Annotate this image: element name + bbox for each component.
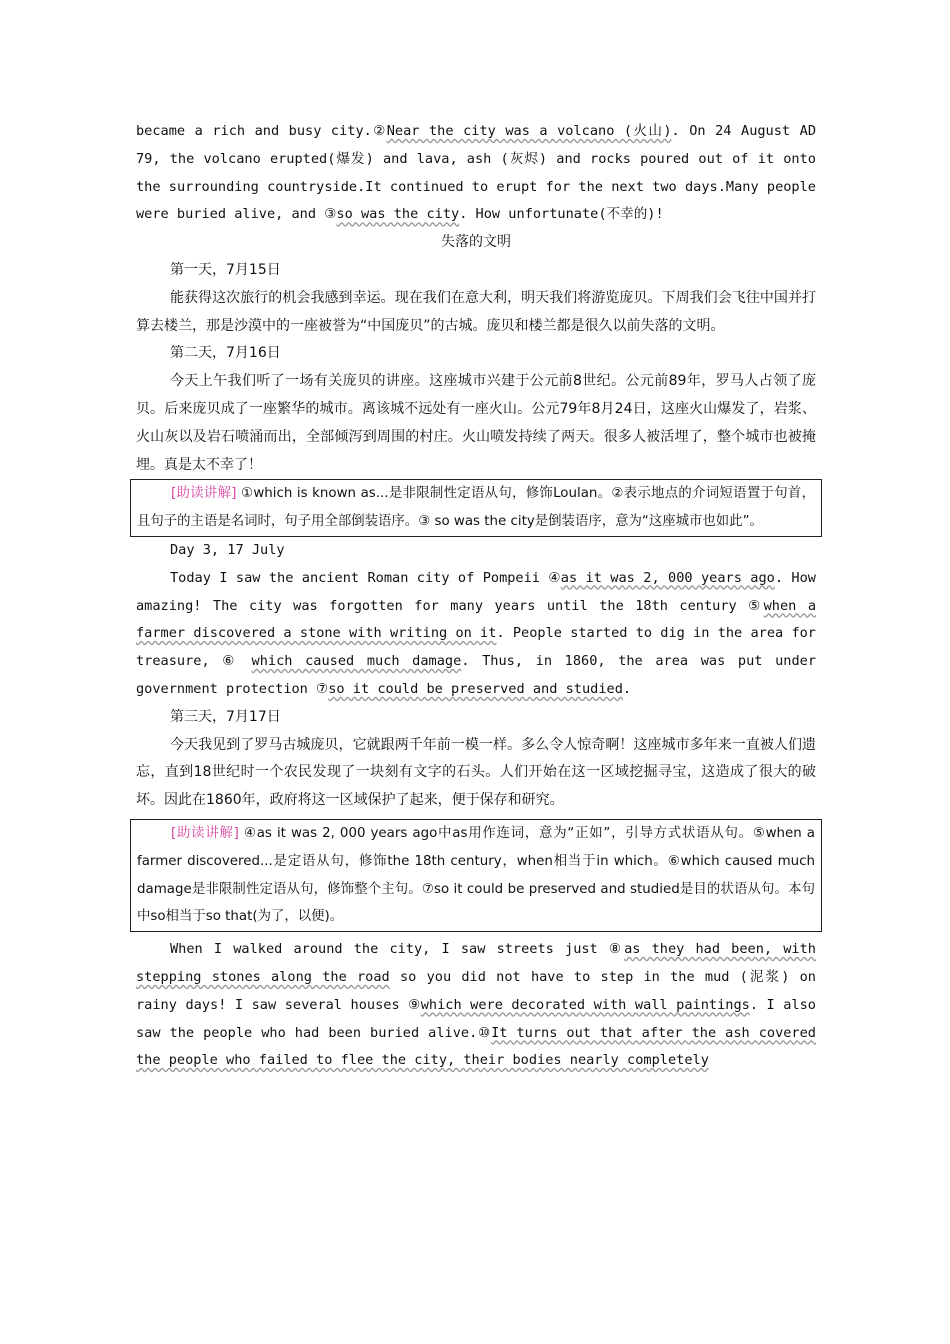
note-tag: [助读讲解] <box>171 825 239 841</box>
note-text: ④as it was 2, 000 years ago中as用作连词，意为“正如”，引导方式状语从句。⑤when a farmer discovered...是定语从句，修饰the 18th century，when相当于in which。⑥which caused much damage是非限制性定语从句，修饰整个主句。⑦so it could be preserved and studied是目的状语从句。本句中so相当于so that(为了，以便)。 <box>137 825 816 925</box>
text-span: When I walked around the city, I saw streets just ⑧ <box>170 941 625 958</box>
reading-note-box-1 <box>130 479 822 537</box>
walk-paragraph <box>136 936 816 1075</box>
day3-paragraph <box>136 565 816 704</box>
day3-cn-paragraph: 今天我见到了罗马古城庞贝，它就跟两千年前一模一样。多么令人惊奇啊！这座城市多年来一直被人们遗忘，直到18世纪时一个农民发现了一块刻有文字的石头。人们开始在这一区域挖掘寻宝，这造成了很大的破坏。因此在1860年，政府将这一区域保护了起来，便于保存和研究。 <box>136 736 816 809</box>
underlined-phrase: so was the city <box>336 206 460 223</box>
text-span: . People started to dig in the area for treasure, ⑥ <box>136 625 816 670</box>
day3-cn-heading: 第三天，7月17日 <box>170 708 281 725</box>
text-span: became a rich and busy city.② <box>136 123 387 139</box>
day1-cn-heading: 第一天，7月15日 <box>170 261 281 278</box>
intro-paragraph <box>136 118 816 229</box>
underlined-phrase: as they had been, with stepping stones along the road <box>136 941 816 985</box>
underlined-phrase: as it was 2, 000 years ago <box>560 569 775 586</box>
text-span: . How unfortunate(不幸的)! <box>459 206 664 223</box>
day1-cn-paragraph: 能获得这次旅行的机会我感到幸运。现在我们在意大利，明天我们将游览庞贝。下周我们会飞往中国并打算去楼兰，那是沙漠中的一座被誉为“中国庞贝”的古城。庞贝和楼兰都是很久以前失落的文明。 <box>136 289 816 334</box>
note-tag: [助读讲解] <box>171 486 237 502</box>
text-span: . Thus, in 1860, the area was put under government protection ⑦ <box>136 653 817 697</box>
underlined-phrase: Near the city was a volcano (火山) <box>386 123 672 139</box>
note1-paragraph <box>137 480 815 536</box>
text-span: so you did not have to step in the mud (泥浆) on rainy days! I saw several houses ⑨ <box>136 968 816 1013</box>
day2-cn-heading: 第二天，7月16日 <box>170 345 281 362</box>
underlined-phrase: which caused much damage <box>251 653 462 670</box>
underlined-phrase: It turns out that after the ash covered the people who failed to flee the city, their bodies nearly completely <box>136 1024 816 1069</box>
underlined-phrase: when a farmer discovered a stone with writing on it <box>136 597 817 642</box>
text-span: . I also saw the people who had been buried alive.⑩ <box>136 996 816 1041</box>
text-span: . On 24 August AD 79, the volcano erupted(爆发) and lava, ash (灰烬) and rocks poured out of it onto the surrounding countryside.It continued to erupt for the next two days.Many people were buried alive, and ③ <box>136 123 817 223</box>
underlined-phrase: which were decorated with wall paintings <box>420 996 750 1013</box>
note2-paragraph <box>137 820 815 931</box>
text-span: . <box>622 680 632 697</box>
document-page <box>136 118 816 1075</box>
day2-cn-paragraph: 今天上午我们听了一场有关庞贝的讲座。这座城市兴建于公元前8世纪。公元前89年，罗马人占领了庞贝。后来庞贝成了一座繁华的城市。离该城不远处有一座火山。公元79年8月24日，这座火山爆发了，岩浆、火山灰以及岩石喷涌而出，全部倾泻到周围的村庄。火山喷发持续了两天。很多人被活埋了，整个城市也被掩埋。真是太不幸了！ <box>136 373 816 473</box>
chinese-title: 失落的文明 <box>441 234 511 251</box>
note-text: ①which is known as...是非限制性定语从句，修饰Loulan。②表示地点的介词短语置于句首，且句子的主语是名词时，句子用全部倒装语序。③ so was the city是倒装语序，意为“这座城市也如此”。 <box>137 486 815 530</box>
text-span: . How amazing! The city was forgotten for many years until the 18th century ⑤ <box>136 569 816 614</box>
day3-heading: Day 3, 17 July <box>170 541 285 558</box>
text-span: Today I saw the ancient Roman city of Pompeii ④ <box>170 569 561 586</box>
reading-note-box-2 <box>130 819 822 932</box>
underlined-phrase: so it could be preserved and studied <box>328 680 623 697</box>
